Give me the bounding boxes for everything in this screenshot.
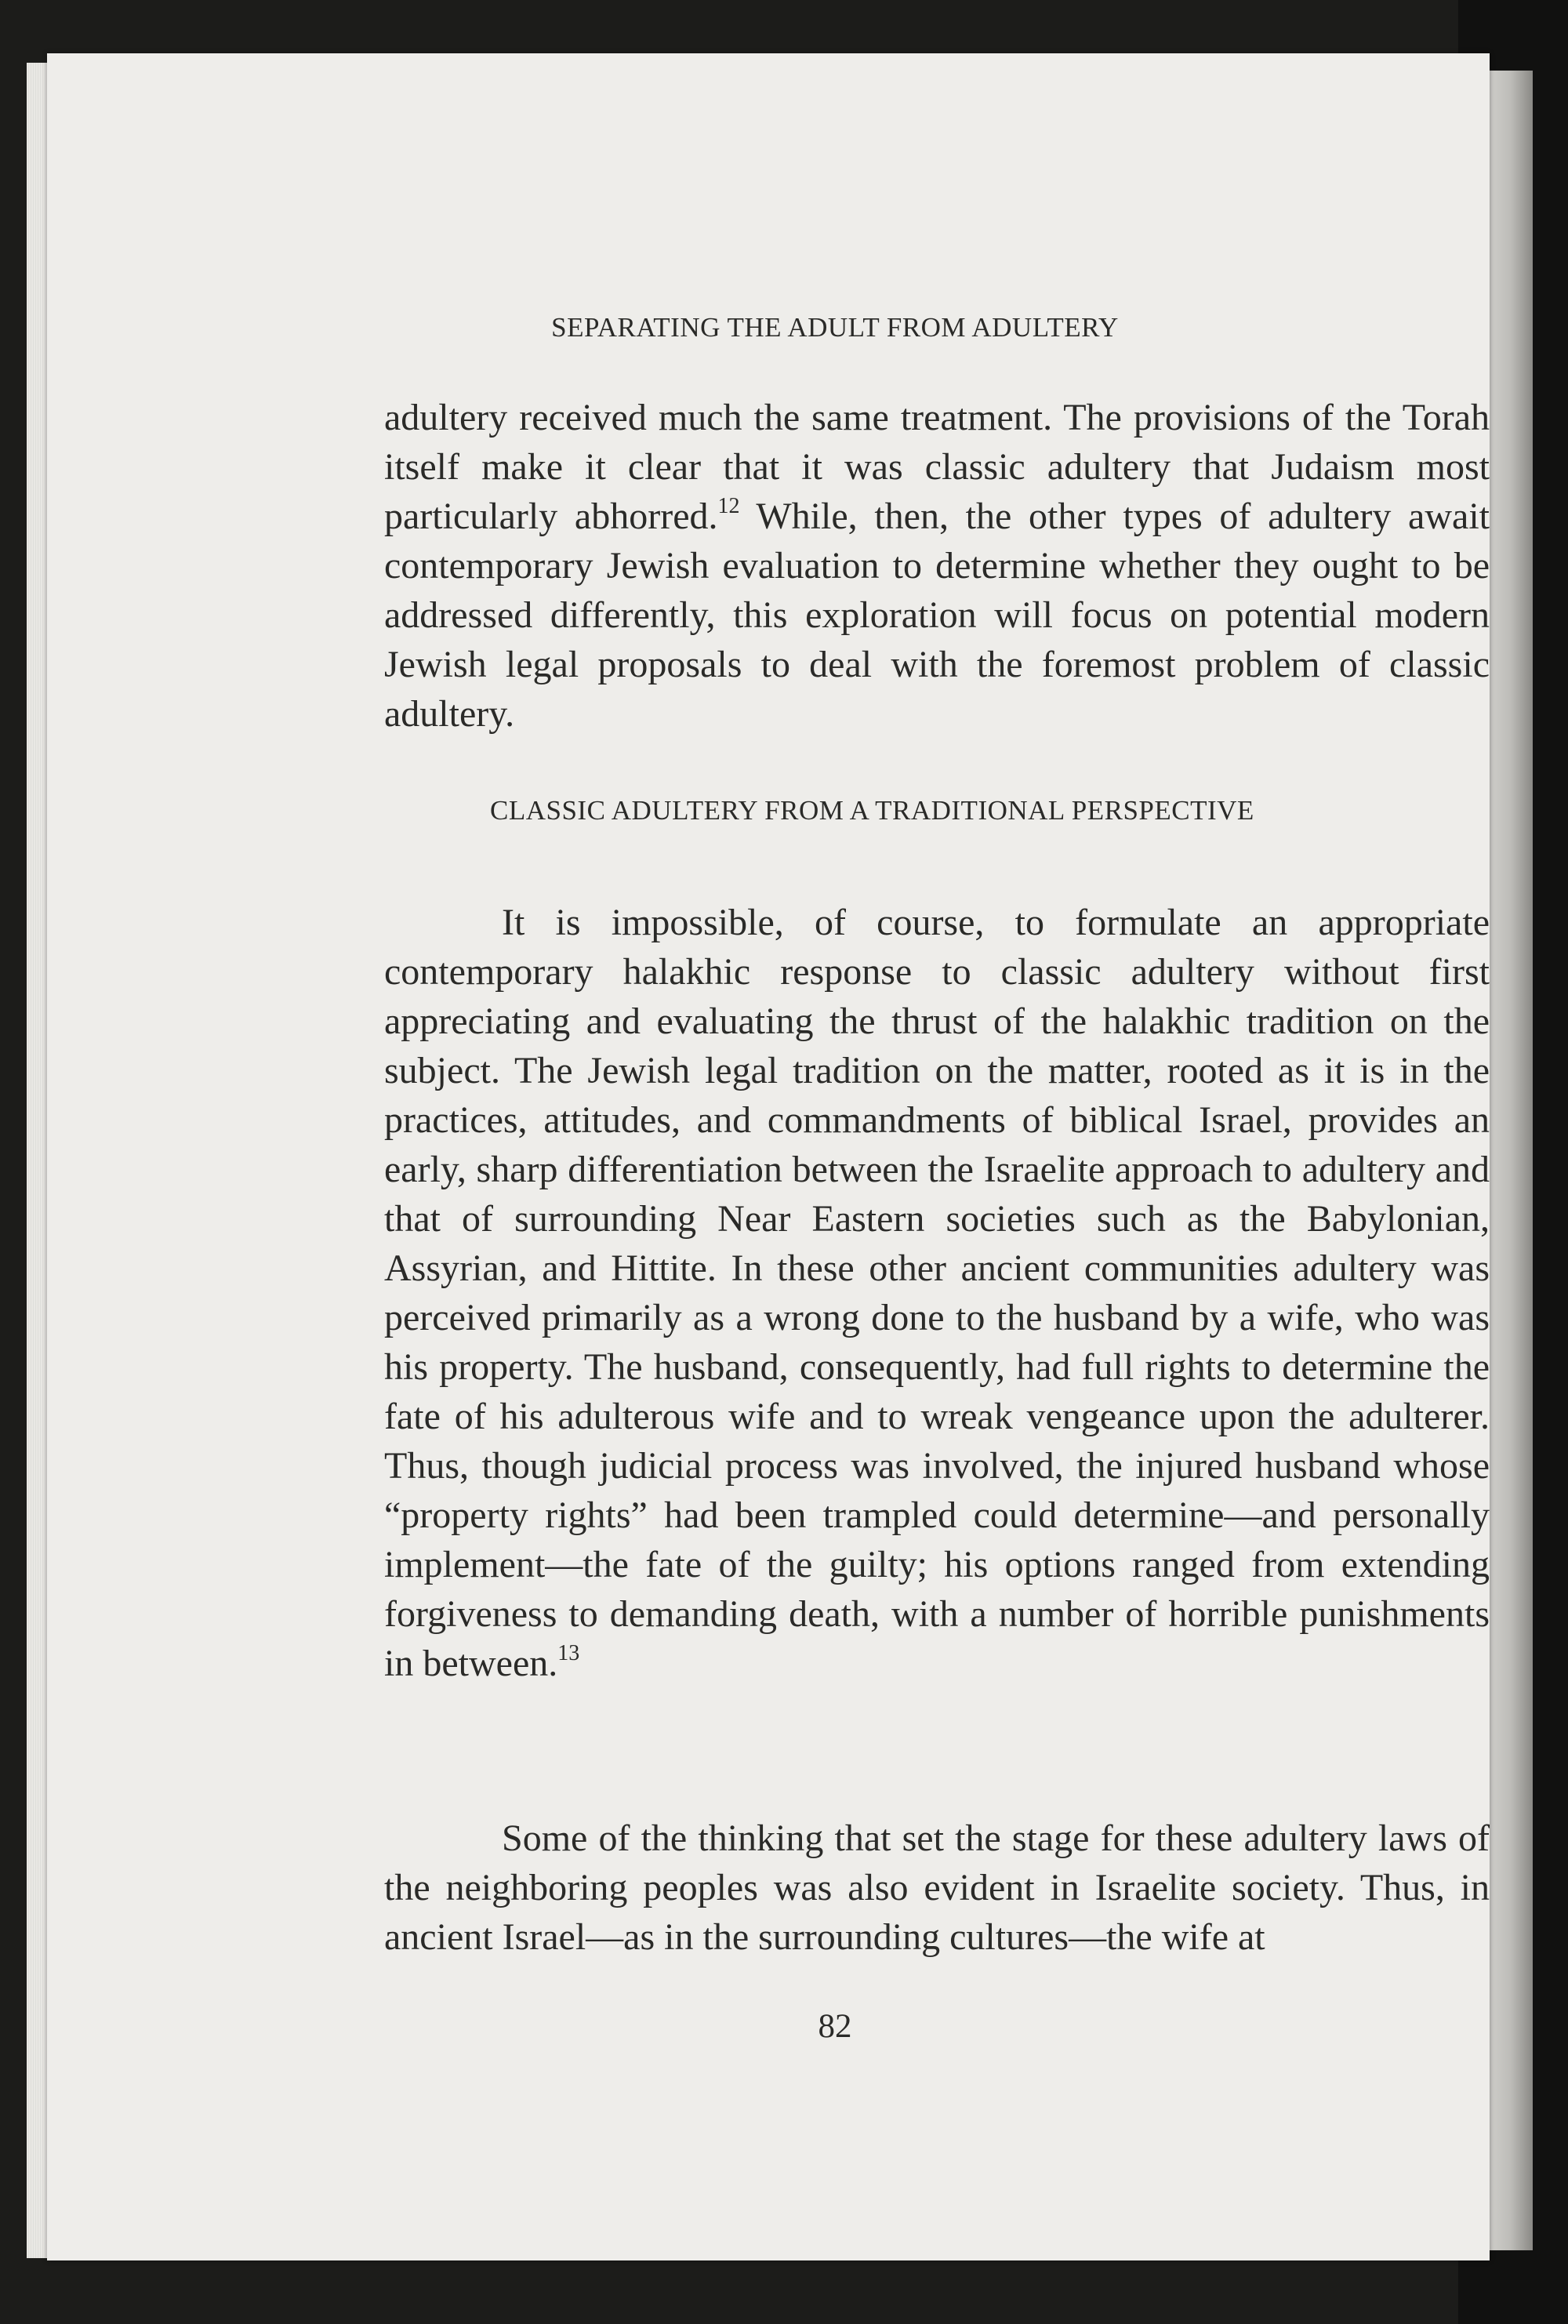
page-number: 82 — [818, 2008, 852, 2045]
paragraph-1-text-a: adultery received much the same treatment. The provisions of the Torah itself make it clear that it was classic adultery that Judaism most particularly abhorred. — [384, 397, 1490, 537]
paragraph-3 — [384, 1814, 1490, 1962]
footnote-ref-13: 13 — [557, 1641, 580, 1665]
paragraph-2 — [384, 898, 1490, 1688]
running-head: SEPARATING THE ADULT FROM ADULTERY — [551, 312, 1119, 343]
text-block — [384, 53, 1490, 2260]
paragraph-1-text-b: While, then, the other types of adultery await contemporary Jewish evaluation to determine whether they ought to be addressed differently, this exploration will focus on potential modern Jewish legal proposals to deal with the foremost problem of classic adultery. — [384, 496, 1490, 735]
paragraph-2-text: It is impossible, of course, to formulate an appropriate contemporary halakhic response to classic adultery without first appreciating and evaluating the thrust of the halakhic tradition on the subject. The Jewish legal tradition on the matter, rooted as it is in the practices, attitudes, and commandments of biblical Israel, provides an early, sharp differentiation between the Israelite approach to adultery and that of surrounding Near Eastern societies such as the Babylonian, Assyrian, and Hittite. In these other ancient communities adultery was perceived primarily as a wrong done to the husband by a wife, who was his property. The husband, consequently, had full rights to determine the fate of his adulterous wife and to wreak vengeance upon the adulterer. Thus, though judicial process was involved, the injured husband whose “property rights” had been trampled could determine—and personally implement—the fate of the guilty; his options ranged from extending forgiveness to demanding death, with a number of horrible punishments in between. — [384, 902, 1490, 1684]
book-page — [47, 53, 1490, 2260]
footnote-ref-12: 12 — [717, 494, 740, 518]
section-heading: CLASSIC ADULTERY FROM A TRADITIONAL PERSPECTIVE — [490, 795, 1254, 826]
paragraph-3-text: Some of the thinking that set the stage for these adultery laws of the neighboring peoples was also evident in Israelite society. Thus, in ancient Israel—as in the surrounding cultures—the wife at — [384, 1817, 1490, 1958]
paragraph-1 — [384, 393, 1490, 739]
